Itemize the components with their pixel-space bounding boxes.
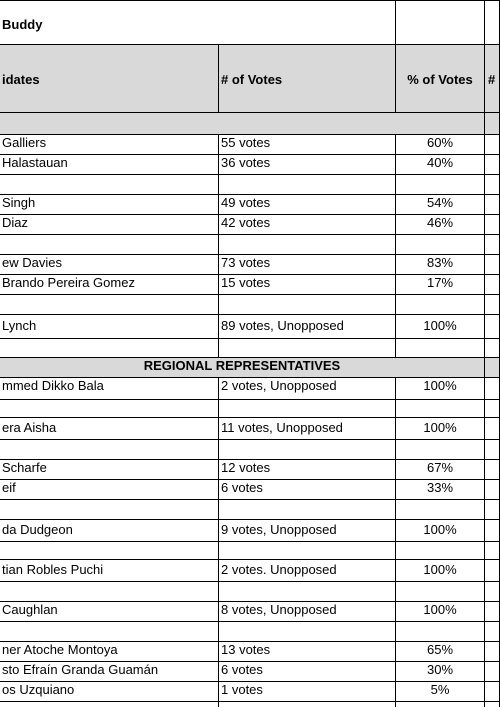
extra-cell[interactable] <box>485 480 500 500</box>
extra-cell[interactable] <box>485 602 500 622</box>
empty-cell[interactable] <box>396 702 485 707</box>
candidate-name[interactable]: Galliers <box>0 135 219 155</box>
title-cell-extra[interactable] <box>485 0 500 45</box>
empty-cell[interactable] <box>396 235 485 255</box>
vote-count[interactable]: 42 votes <box>219 215 396 235</box>
spacer-row <box>0 500 500 520</box>
spacer-row <box>0 295 500 315</box>
empty-cell[interactable] <box>219 235 396 255</box>
empty-cell[interactable] <box>0 582 219 602</box>
vote-percent[interactable]: 46% <box>396 215 485 235</box>
extra-cell[interactable] <box>485 418 500 440</box>
vote-percent[interactable]: 100% <box>396 418 485 440</box>
spacer-row <box>0 582 500 602</box>
candidate-name[interactable]: mmed Dikko Bala <box>0 378 219 400</box>
empty-cell[interactable] <box>396 339 485 358</box>
table-row <box>0 418 500 440</box>
vote-count[interactable]: 89 votes, Unopposed <box>219 315 396 339</box>
empty-cell[interactable] <box>396 175 485 195</box>
vote-percent[interactable]: 100% <box>396 602 485 622</box>
table-row <box>0 378 500 400</box>
vote-count[interactable]: 9 votes, Unopposed <box>219 520 396 542</box>
vote-percent[interactable]: 83% <box>396 255 485 275</box>
candidate-name[interactable]: Halastauan <box>0 155 219 175</box>
extra-cell[interactable] <box>485 215 500 235</box>
spacer-row <box>0 339 500 358</box>
extra-cell[interactable] <box>485 255 500 275</box>
spacer-row <box>0 542 500 560</box>
header-votes-label: # of Votes <box>221 72 283 87</box>
empty-cell[interactable] <box>219 175 396 195</box>
empty-cell[interactable] <box>396 582 485 602</box>
empty-cell[interactable] <box>219 400 396 418</box>
table-row <box>0 520 500 542</box>
vote-percent[interactable]: 17% <box>396 275 485 295</box>
candidate-name[interactable]: da Dudgeon <box>0 520 219 542</box>
vote-count[interactable]: 12 votes <box>219 460 396 480</box>
empty-cell[interactable] <box>485 622 500 642</box>
spacer-row <box>0 702 500 707</box>
vote-percent[interactable]: 65% <box>396 642 485 662</box>
table-row <box>0 195 500 215</box>
empty-cell[interactable] <box>0 542 219 560</box>
vote-count[interactable]: 8 votes, Unopposed <box>219 602 396 622</box>
section-band-cell[interactable] <box>0 113 485 135</box>
vote-percent[interactable]: 100% <box>396 520 485 542</box>
header-pct-label: % of Votes <box>407 72 473 87</box>
vote-count[interactable]: 73 votes <box>219 255 396 275</box>
spacer-row <box>0 400 500 418</box>
empty-cell[interactable] <box>485 400 500 418</box>
empty-cell[interactable] <box>396 295 485 315</box>
section-header-row <box>0 358 500 378</box>
table-row <box>0 255 500 275</box>
empty-cell[interactable] <box>0 500 219 520</box>
header-extra-label: # <box>488 72 496 87</box>
empty-cell[interactable] <box>396 400 485 418</box>
vote-percent[interactable]: 100% <box>396 560 485 582</box>
table-row <box>0 275 500 295</box>
table-row <box>0 602 500 622</box>
extra-cell[interactable] <box>485 682 500 702</box>
candidate-name[interactable]: ner Atoche Montoya <box>0 642 219 662</box>
vote-count[interactable]: 55 votes <box>219 135 396 155</box>
spacer-row <box>0 440 500 460</box>
empty-cell[interactable] <box>485 295 500 315</box>
table-row <box>0 662 500 682</box>
table-row <box>0 480 500 500</box>
candidate-name[interactable]: ew Davies <box>0 255 219 275</box>
table-row <box>0 682 500 702</box>
extra-cell[interactable] <box>485 378 500 400</box>
header-row <box>0 45 500 113</box>
title-row <box>0 0 500 45</box>
vote-percent[interactable]: 100% <box>396 378 485 400</box>
empty-cell[interactable] <box>485 542 500 560</box>
vote-count[interactable]: 6 votes <box>219 662 396 682</box>
vote-percent[interactable]: 5% <box>396 682 485 702</box>
empty-cell[interactable] <box>219 440 396 460</box>
empty-cell[interactable] <box>0 235 219 255</box>
section-band-extra[interactable] <box>485 358 500 378</box>
table-row <box>0 460 500 480</box>
empty-cell[interactable] <box>485 582 500 602</box>
extra-cell[interactable] <box>485 315 500 339</box>
empty-cell[interactable] <box>396 440 485 460</box>
extra-cell[interactable] <box>485 560 500 582</box>
extra-cell[interactable] <box>485 642 500 662</box>
candidate-name[interactable]: Singh <box>0 195 219 215</box>
spacer-row <box>0 235 500 255</box>
empty-cell[interactable] <box>0 622 219 642</box>
empty-cell[interactable] <box>0 295 219 315</box>
table-row <box>0 315 500 339</box>
table-row <box>0 135 500 155</box>
empty-cell[interactable] <box>485 500 500 520</box>
vote-count[interactable]: 1 votes <box>219 682 396 702</box>
extra-cell[interactable] <box>485 662 500 682</box>
candidate-name[interactable]: Lynch <box>0 315 219 339</box>
empty-cell[interactable] <box>485 702 500 707</box>
table-row <box>0 155 500 175</box>
sheet-title: Buddy <box>2 17 43 32</box>
empty-cell[interactable] <box>0 339 219 358</box>
vote-count[interactable]: 11 votes, Unopposed <box>219 418 396 440</box>
table-row <box>0 215 500 235</box>
candidate-name[interactable]: eif <box>0 480 219 500</box>
candidate-name[interactable]: era Aisha <box>0 418 219 440</box>
empty-cell[interactable] <box>0 702 219 707</box>
candidate-name[interactable]: Scharfe <box>0 460 219 480</box>
candidate-name[interactable]: os Uzquiano <box>0 682 219 702</box>
candidate-name[interactable]: tian Robles Puchi <box>0 560 219 582</box>
candidate-name[interactable]: sto Efraín Granda Guamán <box>0 662 219 682</box>
extra-cell[interactable] <box>485 135 500 155</box>
vote-count[interactable]: 2 votes, Unopposed <box>219 378 396 400</box>
extra-cell[interactable] <box>485 155 500 175</box>
vote-count[interactable]: 13 votes <box>219 642 396 662</box>
vote-count[interactable]: 15 votes <box>219 275 396 295</box>
table-row <box>0 560 500 582</box>
extra-cell[interactable] <box>485 460 500 480</box>
vote-percent[interactable]: 30% <box>396 662 485 682</box>
empty-cell[interactable] <box>485 175 500 195</box>
header-candidates[interactable] <box>0 45 219 113</box>
empty-cell[interactable] <box>219 500 396 520</box>
header-candidates-label: idates <box>2 72 40 87</box>
empty-cell[interactable] <box>485 440 500 460</box>
table-row <box>0 642 500 662</box>
vote-percent[interactable]: 54% <box>396 195 485 215</box>
empty-cell[interactable] <box>0 400 219 418</box>
empty-cell[interactable] <box>485 235 500 255</box>
empty-cell[interactable] <box>219 339 396 358</box>
header-votes[interactable] <box>219 45 396 113</box>
header-extra[interactable] <box>485 45 500 113</box>
vote-count[interactable]: 49 votes <box>219 195 396 215</box>
empty-cell[interactable] <box>396 500 485 520</box>
extra-cell[interactable] <box>485 520 500 542</box>
empty-cell[interactable] <box>219 582 396 602</box>
title-cell[interactable] <box>0 0 396 45</box>
empty-cell[interactable] <box>219 295 396 315</box>
empty-cell[interactable] <box>0 440 219 460</box>
header-pct[interactable] <box>396 45 485 113</box>
empty-cell[interactable] <box>396 542 485 560</box>
title-cell-pct[interactable] <box>396 0 485 45</box>
empty-cell[interactable] <box>396 622 485 642</box>
vote-count[interactable]: 6 votes <box>219 480 396 500</box>
section-band <box>0 113 500 135</box>
section-regional-representatives[interactable]: REGIONAL REPRESENTATIVES <box>0 358 485 378</box>
vote-percent[interactable]: 100% <box>396 315 485 339</box>
vote-count[interactable]: 2 votes. Unopposed <box>219 560 396 582</box>
empty-cell[interactable] <box>219 542 396 560</box>
vote-percent[interactable]: 40% <box>396 155 485 175</box>
candidate-name[interactable]: Brando Pereira Gomez <box>0 275 219 295</box>
spacer-row <box>0 622 500 642</box>
candidate-name[interactable]: Diaz <box>0 215 219 235</box>
section-band-extra[interactable] <box>485 113 500 135</box>
empty-cell[interactable] <box>0 175 219 195</box>
vote-percent[interactable]: 60% <box>396 135 485 155</box>
extra-cell[interactable] <box>485 275 500 295</box>
empty-cell[interactable] <box>485 339 500 358</box>
empty-cell[interactable] <box>219 702 396 707</box>
extra-cell[interactable] <box>485 195 500 215</box>
vote-percent[interactable]: 67% <box>396 460 485 480</box>
vote-percent[interactable]: 33% <box>396 480 485 500</box>
candidate-name[interactable]: Caughlan <box>0 602 219 622</box>
empty-cell[interactable] <box>219 622 396 642</box>
spacer-row <box>0 175 500 195</box>
vote-count[interactable]: 36 votes <box>219 155 396 175</box>
